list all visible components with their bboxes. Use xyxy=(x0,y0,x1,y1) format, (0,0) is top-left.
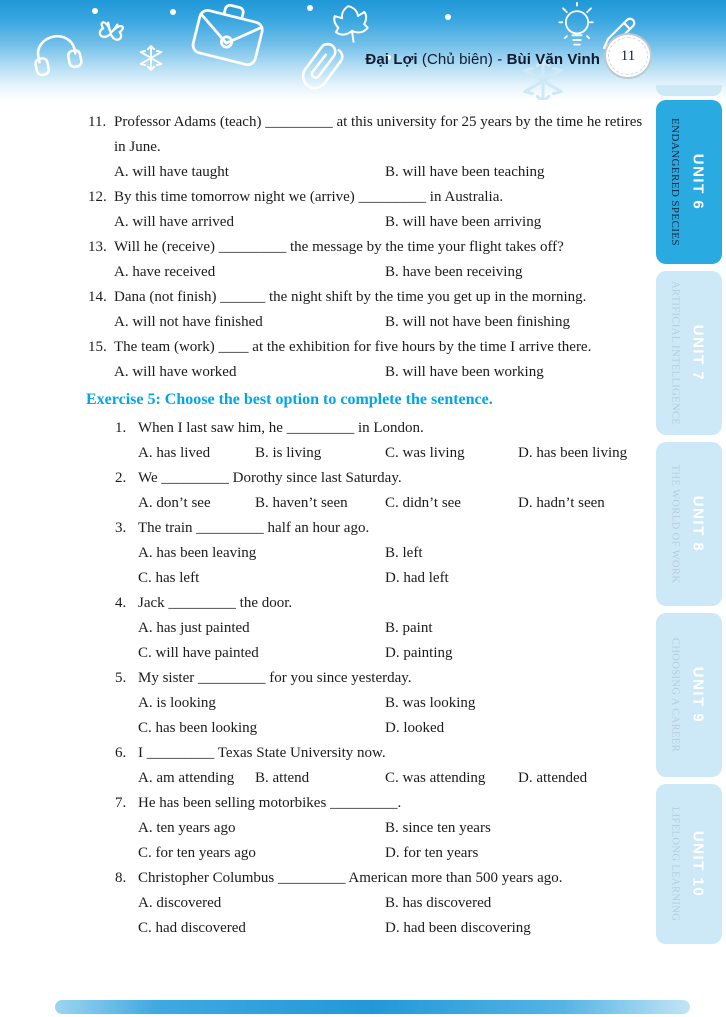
question-item xyxy=(88,285,654,335)
sidebar-tab-unit-9[interactable] xyxy=(656,613,722,777)
sidebar-tab-unit-6[interactable] xyxy=(656,100,722,264)
question-number: 13. xyxy=(88,239,107,255)
unit-topic: LIFELONG LEARNING xyxy=(669,806,681,922)
answer-options xyxy=(138,541,654,591)
question-text: I _________ Texas State University now. xyxy=(138,745,386,761)
question-item xyxy=(88,185,654,235)
answer-options xyxy=(138,491,654,516)
sidebar-tab-unit-7[interactable] xyxy=(656,271,722,435)
question-item xyxy=(88,666,654,741)
answer-option: A. ten years ago xyxy=(138,820,236,836)
question-number: 6. xyxy=(115,745,127,761)
answer-option: B. attend xyxy=(255,770,310,786)
answer-option: A. am attending xyxy=(138,770,235,786)
page-number: 11 xyxy=(620,47,636,64)
question-item xyxy=(88,335,654,385)
answer-options xyxy=(114,260,654,285)
answer-options xyxy=(138,691,654,741)
authors-line xyxy=(0,51,600,68)
dot-decoration xyxy=(445,14,451,20)
question-text: Dana (not finish) ______ the night shift by the time you get up in the morning. xyxy=(114,289,587,305)
unit-label: UNIT 9 xyxy=(689,666,707,724)
previous-unit-tab-edge xyxy=(656,85,722,96)
question-body xyxy=(138,516,654,591)
answer-option: D. hadn’t seen xyxy=(518,495,605,511)
answer-option: A. has just painted xyxy=(138,620,250,636)
page-number-badge xyxy=(604,33,652,79)
question-number: 4. xyxy=(115,595,127,611)
answer-option: B. left xyxy=(385,545,423,561)
question-item xyxy=(88,110,654,185)
butterfly-icon xyxy=(91,14,130,50)
question-number: 12. xyxy=(88,189,107,205)
question-body xyxy=(114,335,654,385)
unit-topic: THE WORLD OF WORK xyxy=(669,464,681,584)
answer-option: B. since ten years xyxy=(385,820,491,836)
question-body xyxy=(114,110,654,185)
answer-options xyxy=(138,616,654,666)
dot-decoration xyxy=(307,5,313,11)
answer-options xyxy=(138,891,654,941)
maple-leaf-icon xyxy=(327,1,374,46)
unit-topic: ENDANGERED SPECIES xyxy=(669,118,682,246)
answer-option: A. have received xyxy=(114,264,216,280)
question-body xyxy=(114,185,654,235)
unit-topic: CHOOSING A CAREER xyxy=(669,637,681,753)
answer-option: C. for ten years ago xyxy=(138,845,256,861)
question-number: 14. xyxy=(88,289,107,305)
answer-option: C. was attending xyxy=(385,770,486,786)
answer-option: C. didn’t see xyxy=(385,495,461,511)
exercise-content xyxy=(0,100,654,941)
answer-option: D. looked xyxy=(385,720,445,736)
dot-decoration xyxy=(170,9,176,15)
unit-label: UNIT 8 xyxy=(689,495,707,553)
answer-options xyxy=(114,310,654,335)
answer-options xyxy=(138,816,654,866)
question-text: By this time tomorrow night we (arrive) _________ in Australia. xyxy=(114,189,504,205)
question-body xyxy=(114,235,654,285)
question-item xyxy=(88,591,654,666)
answer-option: C. has left xyxy=(138,570,200,586)
answer-option: D. had been discovering xyxy=(385,920,531,936)
question-number: 15. xyxy=(88,339,107,355)
question-body xyxy=(138,666,654,741)
answer-option: B. will have been arriving xyxy=(385,214,542,230)
question-body xyxy=(138,416,654,466)
exercise5-heading: Exercise 5: Choose the best option to complete the sentence. xyxy=(86,391,493,408)
question-item xyxy=(88,516,654,591)
lightbulb-icon xyxy=(552,0,602,52)
exercise5-question-list xyxy=(88,416,654,941)
question-text: When I last saw him, he _________ in London. xyxy=(138,420,424,436)
answer-option: C. will have painted xyxy=(138,645,259,661)
answer-option: D. painting xyxy=(385,645,453,661)
question-number: 1. xyxy=(115,420,127,436)
footer-decoration-bar xyxy=(55,1000,690,1014)
unit-label: UNIT 7 xyxy=(689,324,707,382)
page-header xyxy=(0,0,726,100)
author-secondary: Bùi Văn Vinh xyxy=(506,51,600,68)
question-item xyxy=(88,791,654,866)
question-item xyxy=(88,866,654,941)
answer-option: C. was living xyxy=(385,445,465,461)
answer-options xyxy=(138,766,654,791)
answer-option: B. paint xyxy=(385,620,433,636)
answer-options xyxy=(114,160,654,185)
answer-option: A. will have worked xyxy=(114,364,237,380)
answer-option: A. will not have finished xyxy=(114,314,263,330)
question-item xyxy=(88,741,654,791)
answer-options xyxy=(114,210,654,235)
question-item xyxy=(88,235,654,285)
answer-option: D. attended xyxy=(518,770,588,786)
question-text: Christopher Columbus _________ American more than 500 years ago. xyxy=(138,870,563,886)
question-text: The team (work) ____ at the exhibition for five hours by the time I arrive there. xyxy=(114,339,592,355)
answer-option: B. will have been teaching xyxy=(385,164,545,180)
question-body xyxy=(138,591,654,666)
answer-options xyxy=(114,360,654,385)
answer-option: B. will have been working xyxy=(385,364,544,380)
answer-option: B. is living xyxy=(255,445,322,461)
answer-option: D. for ten years xyxy=(385,845,479,861)
question-number: 2. xyxy=(115,470,127,486)
answer-option: B. will not have been finishing xyxy=(385,314,570,330)
answer-option: A. don’t see xyxy=(138,495,211,511)
question-text: He has been selling motorbikes _________. xyxy=(138,795,402,811)
answer-option: C. had discovered xyxy=(138,920,246,936)
question-text: Professor Adams (teach) _________ at this university for 25 years by the time he retires in June. xyxy=(114,114,643,155)
sidebar-tab-unit-8[interactable] xyxy=(656,442,722,606)
exercise4-question-list xyxy=(88,110,654,385)
author-primary: Đại Lợi xyxy=(365,51,418,68)
answer-option: B. have been receiving xyxy=(385,264,523,280)
question-number: 8. xyxy=(115,870,127,886)
answer-option: A. has been leaving xyxy=(138,545,257,561)
question-number: 5. xyxy=(115,670,127,686)
answer-option: A. will have taught xyxy=(114,164,229,180)
answer-option: B. haven’t seen xyxy=(255,495,348,511)
question-number: 3. xyxy=(115,520,127,536)
answer-option: D. has been living xyxy=(518,445,628,461)
question-number: 11. xyxy=(88,114,107,130)
unit-label: UNIT 6 xyxy=(689,153,707,211)
question-text: Jack _________ the door. xyxy=(138,595,293,611)
answer-option: A. will have arrived xyxy=(114,214,234,230)
question-item xyxy=(88,416,654,466)
question-body xyxy=(138,791,654,866)
question-text: Will he (receive) _________ the message by the time your flight takes off? xyxy=(114,239,564,255)
sidebar-tab-unit-10[interactable] xyxy=(656,784,722,944)
question-body xyxy=(138,866,654,941)
answer-option: B. has discovered xyxy=(385,895,492,911)
answer-option: D. had left xyxy=(385,570,449,586)
question-body xyxy=(114,285,654,335)
question-body xyxy=(138,466,654,516)
answer-option: A. has lived xyxy=(138,445,211,461)
question-text: My sister _________ for you since yesterday. xyxy=(138,670,412,686)
unit-label: UNIT 10 xyxy=(689,830,707,898)
question-number: 7. xyxy=(115,795,127,811)
question-item xyxy=(88,466,654,516)
answer-option: B. was looking xyxy=(385,695,476,711)
answer-option: A. is looking xyxy=(138,695,216,711)
answer-options xyxy=(138,441,654,466)
unit-topic: ARTIFICIAL INTELLIGENCE xyxy=(669,280,681,426)
question-body xyxy=(138,741,654,791)
question-text: The train _________ half an hour ago. xyxy=(138,520,370,536)
answer-option: A. discovered xyxy=(138,895,222,911)
author-role: (Chủ biên) - xyxy=(417,51,507,68)
answer-option: C. has been looking xyxy=(138,720,258,736)
question-text: We _________ Dorothy since last Saturday. xyxy=(138,470,402,486)
